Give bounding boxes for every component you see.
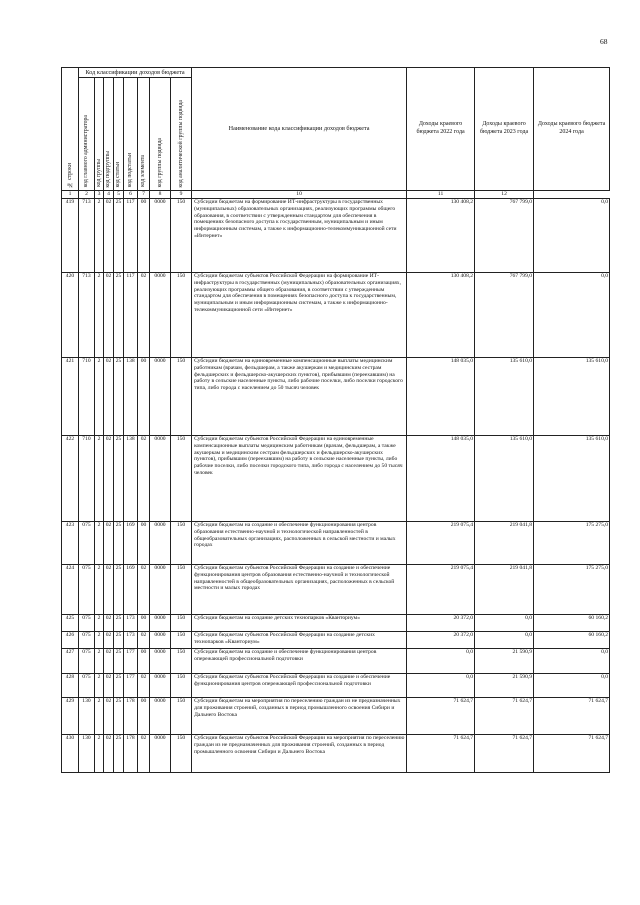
table-row [62,565,610,615]
code-header-group: код группы [95,78,104,191]
admin-code-cell: 710 [79,358,95,436]
subarticle-code-cell: 178 [124,698,138,735]
table-row [62,615,610,632]
revenue-name-cell: Субсидии бюджетам субъектов Российской Федерации на формирование ИТ-инфраструктуры в государственных (муниципальных) образовательных организациях, реализующих программы общего образования, в соответствии с утвержденным стандартом для обеспечения в помещениях безопасного доступа к государственным, муниципальным и иным информационным системам, а также к информационно-телекоммуникационной сети «Интернет» [192,273,407,358]
subtype-group-code-cell: 0000 [150,522,171,565]
subgroup-code-cell: 02 [104,674,114,698]
row-number-header: № строки [62,68,79,191]
analytic-group-code-cell: 150 [171,615,192,632]
article-code-cell: 25 [114,632,124,649]
subtype-group-code-cell: 0000 [150,565,171,615]
subgroup-code-cell: 02 [104,632,114,649]
income-2023-cell: 767 799,0 [475,273,534,358]
subtype-group-code-cell: 0000 [150,649,171,674]
code-header-article: код статьи [114,78,124,191]
row-number-cell: 421 [62,358,79,436]
subgroup-code-cell: 02 [104,199,114,273]
column-number: 12 [475,191,534,199]
admin-code-cell: 075 [79,522,95,565]
subgroup-code-cell: 02 [104,565,114,615]
subarticle-code-cell: 138 [124,358,138,436]
income-2023-cell: 0,0 [475,615,534,632]
code-header-subarticle: код подстатьи [124,78,138,191]
income-2024-cell: 60 160,2 [534,615,610,632]
admin-code-cell: 130 [79,698,95,735]
row-number-cell: 430 [62,735,79,773]
income-2022-cell: 148 035,0 [407,436,475,522]
subarticle-code-cell: 177 [124,649,138,674]
row-number-cell: 428 [62,674,79,698]
subgroup-code-cell: 02 [104,735,114,773]
table-row [62,735,610,773]
group-code-cell: 2 [95,698,104,735]
row-number-cell: 423 [62,522,79,565]
subarticle-code-cell: 117 [124,199,138,273]
income-2022-cell: 20 372,0 [407,632,475,649]
table-row [62,199,610,273]
subtype-group-code-cell: 0000 [150,735,171,773]
income-2023-cell: 0,0 [475,632,534,649]
admin-code-cell: 075 [79,649,95,674]
income-2024-cell: 135 610,0 [534,436,610,522]
element-code-cell: 02 [138,735,150,773]
income-2024-cell: 0,0 [534,273,610,358]
admin-code-cell: 075 [79,565,95,615]
analytic-group-code-cell: 150 [171,436,192,522]
income-2022-cell: 219 075,4 [407,565,475,615]
group-code-cell: 2 [95,199,104,273]
row-number-cell: 424 [62,565,79,615]
article-code-cell: 25 [114,649,124,674]
income-2024-cell: 0,0 [534,199,610,273]
income-2023-cell: 135 610,0 [475,358,534,436]
element-code-cell: 00 [138,649,150,674]
element-code-cell: 00 [138,615,150,632]
income-2024-cell: 71 624,7 [534,735,610,773]
column-number: 11 [407,191,475,199]
group-code-cell: 2 [95,358,104,436]
table-row [62,358,610,436]
subgroup-code-cell: 02 [104,358,114,436]
column-number: 4 [104,191,114,199]
article-code-cell: 25 [114,522,124,565]
element-code-cell: 02 [138,273,150,358]
income-2024-cell: 135 610,0 [534,358,610,436]
admin-code-cell: 075 [79,615,95,632]
subgroup-code-cell: 02 [104,649,114,674]
table-row [62,674,610,698]
analytic-group-code-cell: 150 [171,735,192,773]
article-code-cell: 25 [114,358,124,436]
subgroup-code-cell: 02 [104,436,114,522]
income-2023-cell: 21 590,9 [475,649,534,674]
group-code-cell: 2 [95,436,104,522]
element-code-cell: 00 [138,199,150,273]
income-2022-cell: 71 624,7 [407,735,475,773]
subarticle-code-cell: 117 [124,273,138,358]
article-code-cell: 25 [114,273,124,358]
element-code-cell: 00 [138,698,150,735]
revenue-name-cell: Субсидии бюджетам субъектов Российской Федерации на мероприятия по переселению граждан из не предназначенных для проживания строений, созданных в период промышленного освоения Сибири и Дальнего Востока [192,735,407,773]
subarticle-code-cell: 169 [124,522,138,565]
row-number-cell: 426 [62,632,79,649]
subarticle-code-cell: 169 [124,565,138,615]
group-code-cell: 2 [95,649,104,674]
table-row [62,436,610,522]
subtype-group-code-cell: 0000 [150,615,171,632]
revenue-name-cell: Субсидии бюджетам на формирование ИТ-инфраструктуры в государственных (муниципальных) образовательных организациях, реализующих программы общего образования, в соответствии с утвержденным стандартом для обеспечения в помещениях безопасного доступа к государственным, муниципальным и иным информационным системам, а также к информационно-телекоммуникационной сети «Интернет» [192,199,407,273]
income-2023-cell: 135 610,0 [475,436,534,522]
name-column-header: Наименование кода классификации доходов бюджета [192,68,407,191]
column-number: 5 [114,191,124,199]
analytic-group-code-cell: 150 [171,632,192,649]
column-number: 1 [62,191,79,199]
element-code-cell: 02 [138,565,150,615]
article-code-cell: 25 [114,615,124,632]
income-2024-cell: 60 160,2 [534,632,610,649]
element-code-cell: 02 [138,632,150,649]
income-2022-cell: 130 408,2 [407,273,475,358]
analytic-group-code-cell: 150 [171,698,192,735]
group-code-cell: 2 [95,632,104,649]
element-code-cell: 02 [138,436,150,522]
revenue-name-cell: Субсидии бюджетам на единовременные компенсационные выплаты медицинским работникам (врачам, фельдшерам, а также акушеркам и медицинским сестрам фельдшерских и фельдшерско-акушерских пунктов), прибывшим (переехавшим) на работу в сельские населенные пункты, либо рабочие поселки, либо поселки городского типа, либо города с населением до 50 тысяч человек [192,358,407,436]
revenue-name-cell: Субсидии бюджетам на создание детских технопарков «Кванториум» [192,615,407,632]
income-2022-cell: 20 372,0 [407,615,475,632]
code-header-analytic-group: код аналитической группы подвида [171,78,192,191]
revenue-name-cell: Субсидии бюджетам субъектов Российской Федерации на создание и обеспечение функционирования центров образования естественно-научной и технологической направленностей в общеобразовательных организациях, расположенных в сельской местности и малых городах [192,565,407,615]
group-code-cell: 2 [95,615,104,632]
code-header-element: код элемента [138,78,150,191]
revenue-name-cell: Субсидии бюджетам субъектов Российской Федерации на создание детских технопарков «Кванториум» [192,632,407,649]
income-2024-cell: 175 275,0 [534,565,610,615]
article-code-cell: 25 [114,674,124,698]
income-2024-cell: 0,0 [534,674,610,698]
income-2024-cell: 0,0 [534,649,610,674]
column-number-row [62,191,610,199]
table-row [62,649,610,674]
admin-code-cell: 710 [79,436,95,522]
subtype-group-code-cell: 0000 [150,358,171,436]
classification-group-header: Код классификации доходов бюджета [79,68,192,78]
income-2023-cell: 71 624,7 [475,735,534,773]
admin-code-cell: 713 [79,273,95,358]
column-number: 9 [171,191,192,199]
row-number-cell: 429 [62,698,79,735]
article-code-cell: 25 [114,565,124,615]
analytic-group-code-cell: 150 [171,674,192,698]
code-header-admin: код главного администратора [79,78,95,191]
income-2023-cell: 219 041,8 [475,565,534,615]
income-2023-cell: 71 624,7 [475,698,534,735]
analytic-group-code-cell: 150 [171,199,192,273]
income-2023-cell: 21 590,9 [475,674,534,698]
column-number: 10 [192,191,407,199]
income-2023-header: Доходы краевого бюджета 2023 года [475,68,534,191]
income-2022-cell: 219 075,4 [407,522,475,565]
group-code-cell: 2 [95,735,104,773]
subtype-group-code-cell: 0000 [150,632,171,649]
element-code-cell: 02 [138,674,150,698]
subarticle-code-cell: 177 [124,674,138,698]
analytic-group-code-cell: 150 [171,522,192,565]
article-code-cell: 25 [114,436,124,522]
admin-code-cell: 075 [79,674,95,698]
subgroup-code-cell: 02 [104,273,114,358]
table-row [62,273,610,358]
revenue-name-cell: Субсидии бюджетам на мероприятия по переселению граждан из не предназначенных для проживания строений, созданных в период промышленного освоения Сибири и Дальнего Востока [192,698,407,735]
table-body [62,199,610,773]
revenue-name-cell: Субсидии бюджетам на создание и обеспечение функционирования центров опережающей профессиональной подготовки [192,649,407,674]
subarticle-code-cell: 138 [124,436,138,522]
article-code-cell: 25 [114,199,124,273]
column-number: 6 [124,191,138,199]
subtype-group-code-cell: 0000 [150,199,171,273]
admin-code-cell: 713 [79,199,95,273]
column-number: 3 [95,191,104,199]
subgroup-code-cell: 02 [104,522,114,565]
code-header-subtype-group: код группы подвида [150,78,171,191]
income-2024-cell: 175 275,0 [534,522,610,565]
row-number-cell: 425 [62,615,79,632]
table-row [62,632,610,649]
column-number: 2 [79,191,95,199]
analytic-group-code-cell: 150 [171,358,192,436]
subgroup-code-cell: 02 [104,615,114,632]
income-2024-cell: 71 624,7 [534,698,610,735]
income-2023-cell: 219 041,8 [475,522,534,565]
admin-code-cell: 130 [79,735,95,773]
revenue-name-cell: Субсидии бюджетам субъектов Российской Федерации на создание и обеспечение функционирования центров опережающей профессиональной подготовки [192,674,407,698]
page-number: 68 [600,37,608,46]
analytic-group-code-cell: 150 [171,273,192,358]
column-number: 8 [150,191,171,199]
group-code-cell: 2 [95,565,104,615]
article-code-cell: 25 [114,735,124,773]
subarticle-code-cell: 178 [124,735,138,773]
subgroup-code-cell: 02 [104,698,114,735]
row-number-cell: 422 [62,436,79,522]
row-number-cell: 420 [62,273,79,358]
income-2022-cell: 148 035,0 [407,358,475,436]
code-header-subgroup: код подгруппы [104,78,114,191]
revenue-name-cell: Субсидии бюджетам субъектов Российской Федерации на единовременные компенсационные выплаты медицинским работникам (врачам, фельдшерам, а также акушеркам и медицинским сестрам фельдшерских и фельдшерско-акушерских пунктов), прибывшим (переехавшим) на работу в сельские населенные пункты, либо рабочие поселки, либо поселки городского типа, либо города с населением до 50 тысяч человек [192,436,407,522]
table-row [62,522,610,565]
subarticle-code-cell: 173 [124,615,138,632]
table-row [62,698,610,735]
subarticle-code-cell: 173 [124,632,138,649]
element-code-cell: 00 [138,522,150,565]
income-2022-header: Доходы краевого бюджета 2022 года [407,68,475,191]
analytic-group-code-cell: 150 [171,649,192,674]
group-code-cell: 2 [95,674,104,698]
income-2022-cell: 71 624,7 [407,698,475,735]
revenue-name-cell: Субсидии бюджетам на создание и обеспечение функционирования центров образования естественно-научной и технологической направленностей в общеобразовательных организациях, расположенных в сельской местности и малых городах [192,522,407,565]
income-2022-cell: 0,0 [407,674,475,698]
subtype-group-code-cell: 0000 [150,273,171,358]
admin-code-cell: 075 [79,632,95,649]
income-2024-header: Доходы краевого бюджета 2024 года [534,68,610,191]
subtype-group-code-cell: 0000 [150,674,171,698]
income-2022-cell: 0,0 [407,649,475,674]
income-2022-cell: 130 408,2 [407,199,475,273]
row-number-cell: 419 [62,199,79,273]
analytic-group-code-cell: 150 [171,565,192,615]
subtype-group-code-cell: 0000 [150,698,171,735]
income-2023-cell: 767 799,0 [475,199,534,273]
revenue-classification-table [61,67,610,773]
row-number-cell: 427 [62,649,79,674]
article-code-cell: 25 [114,698,124,735]
group-code-cell: 2 [95,522,104,565]
subtype-group-code-cell: 0000 [150,436,171,522]
element-code-cell: 00 [138,358,150,436]
group-code-cell: 2 [95,273,104,358]
column-number: 7 [138,191,150,199]
